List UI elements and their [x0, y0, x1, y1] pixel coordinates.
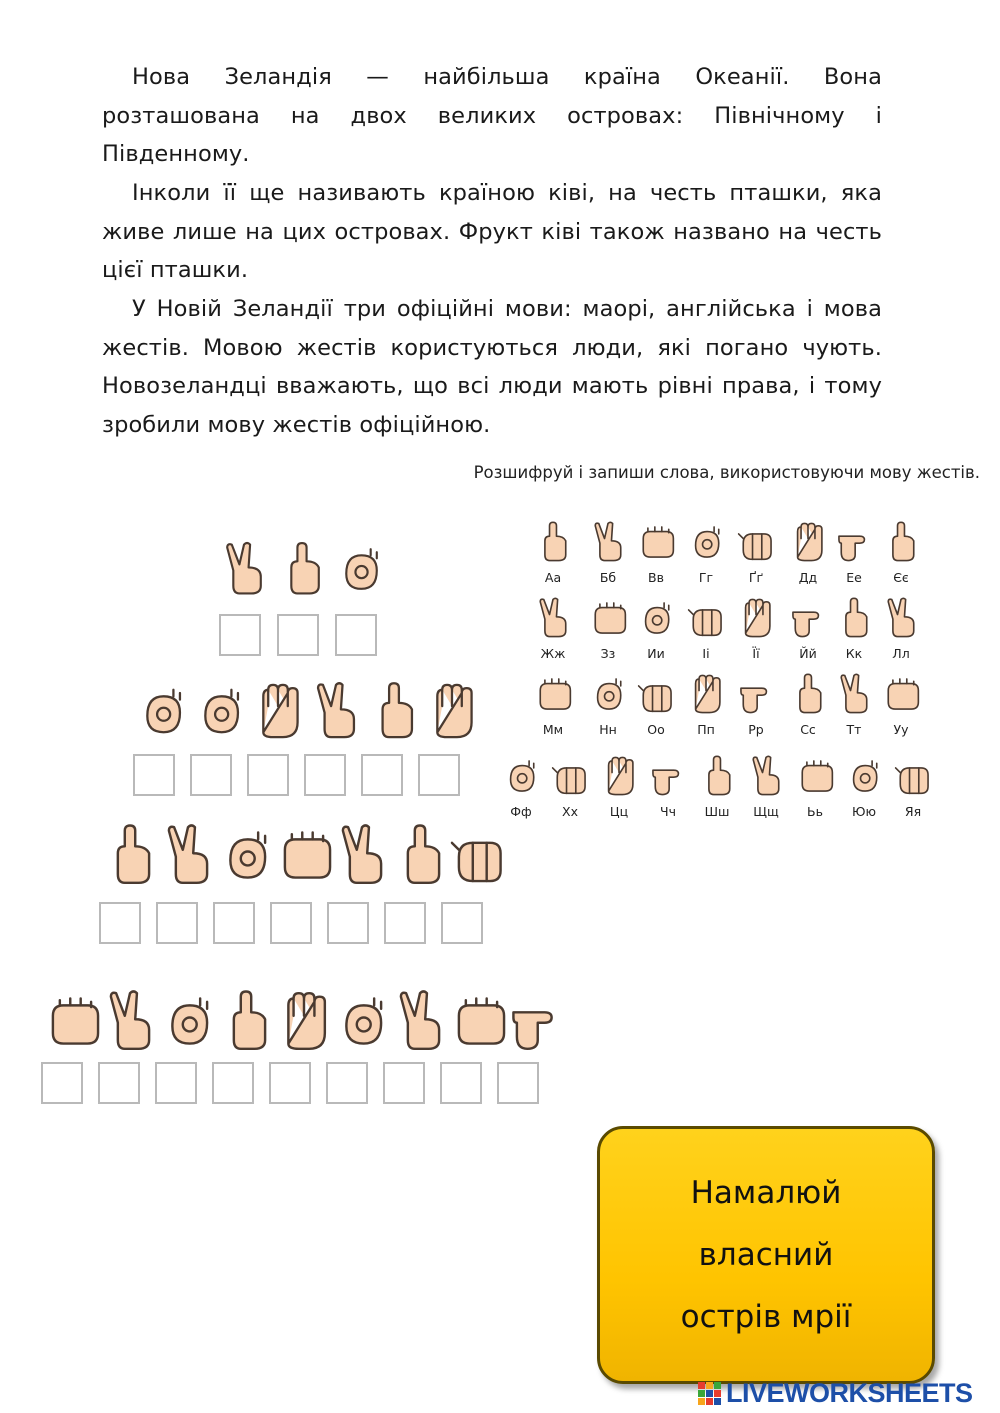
answer-box[interactable] — [156, 902, 198, 944]
alphabet-sign-6 — [782, 520, 834, 585]
alphabet-letter-label: Оо — [647, 722, 665, 737]
answer-box[interactable] — [383, 1062, 425, 1104]
answer-box[interactable] — [98, 1062, 140, 1104]
alphabet-letter-label: Ии — [647, 646, 665, 661]
alphabet-sign-11 — [630, 596, 682, 661]
answer-box[interactable] — [335, 614, 377, 656]
puzzle-hand-4-5 — [271, 988, 337, 1058]
puzzle-hand-1-2 — [273, 540, 331, 602]
instruction: Розшифруй і запиши слова, використовуючи мову жестів. — [473, 463, 980, 482]
alphabet-letter-label: Лл — [892, 646, 910, 661]
alphabet-sign-1 — [527, 520, 579, 585]
alphabet-letter-label: Пп — [697, 722, 715, 737]
alphabet-letter-label: Мм — [542, 722, 564, 737]
answer-box[interactable] — [304, 754, 346, 796]
brand-name: LIVEWORKSHEETS — [726, 1378, 973, 1408]
answer-box[interactable] — [418, 754, 460, 796]
paragraph-1: Нова Зеландія — найбільша країна Океанії. Вона розташована на двох великих островах: Північному і Південному. — [102, 64, 882, 167]
alphabet-letter-label: Її — [752, 646, 760, 661]
draw-task-card — [597, 1126, 935, 1384]
answer-box[interactable] — [270, 902, 312, 944]
puzzle-hand-1-3 — [331, 540, 389, 602]
alphabet-letter-label: Ьь — [807, 804, 823, 819]
alphabet-sign-27 — [593, 754, 645, 819]
alphabet-letter-label: Бб — [599, 570, 617, 585]
liveworksheets-icon — [698, 1382, 722, 1406]
puzzle-hand-3-7 — [445, 822, 511, 892]
alphabet-sign-20 — [680, 672, 732, 737]
alphabet-letter-label: Ґґ — [748, 570, 764, 585]
alphabet-sign-8 — [875, 520, 927, 585]
alphabet-letter-label: Шш — [704, 804, 730, 819]
puzzle-hand-4-8 — [445, 988, 511, 1058]
alphabet-sign-16 — [875, 596, 927, 661]
puzzle-hand-4-6 — [329, 988, 395, 1058]
alphabet-letter-label: Сс — [800, 722, 816, 737]
alphabet-sign-10 — [582, 596, 634, 661]
alphabet-letter-label: Дд — [798, 570, 818, 585]
alphabet-sign-33 — [887, 754, 939, 819]
answer-box[interactable] — [190, 754, 232, 796]
alphabet-letter-label: Вв — [648, 570, 664, 585]
answer-box[interactable] — [99, 902, 141, 944]
alphabet-letter-label: Щщ — [753, 804, 779, 819]
answer-box[interactable] — [133, 754, 175, 796]
alphabet-letter-label: Юю — [851, 804, 877, 819]
puzzle-hand-2-3 — [247, 680, 309, 746]
answer-box[interactable] — [212, 1062, 254, 1104]
alphabet-sign-32 — [838, 754, 890, 819]
puzzle-hand-3-5 — [329, 822, 395, 892]
alphabet-sign-25 — [495, 754, 547, 819]
puzzle-hand-2-1 — [131, 680, 193, 746]
alphabet-letter-label: Жж — [540, 646, 566, 661]
alphabet-sign-31 — [789, 754, 841, 819]
draw-task-line-2: власний — [698, 1237, 834, 1273]
answer-box[interactable] — [327, 902, 369, 944]
answer-box[interactable] — [155, 1062, 197, 1104]
alphabet-sign-5 — [730, 520, 782, 585]
alphabet-letter-label: Тт — [846, 722, 862, 737]
answer-box[interactable] — [219, 614, 261, 656]
puzzle-hand-2-6 — [421, 680, 483, 746]
puzzle-hand-4-2 — [97, 988, 163, 1058]
answer-box[interactable] — [440, 1062, 482, 1104]
answer-row-3 — [99, 902, 498, 944]
puzzle-hand-4-1 — [39, 988, 105, 1058]
answer-box[interactable] — [213, 902, 255, 944]
alphabet-sign-3 — [630, 520, 682, 585]
answer-box[interactable] — [497, 1062, 539, 1104]
answer-box[interactable] — [441, 902, 483, 944]
alphabet-letter-label: Хх — [562, 804, 578, 819]
answer-row-4 — [41, 1062, 554, 1104]
alphabet-letter-label: Кк — [845, 646, 863, 661]
paragraph-3: У Новій Зеландії три офіційні мови: маорі, англійська і мова жестів. Мовою жестів користуються люди, які погано чують. Новозеландці вважають, що всі люди мають рівні права, і тому зробили мову жестів офіційною. — [102, 296, 882, 438]
alphabet-sign-24 — [875, 672, 927, 737]
alphabet-sign-12 — [680, 596, 732, 661]
alphabet-sign-21 — [730, 672, 782, 737]
alphabet-sign-7 — [828, 520, 880, 585]
puzzle-hand-2-4 — [305, 680, 367, 746]
puzzle-hand-3-3 — [213, 822, 279, 892]
puzzle-hand-4-3 — [155, 988, 221, 1058]
alphabet-sign-17 — [527, 672, 579, 737]
alphabet-letter-label: Рр — [748, 722, 764, 737]
puzzle-hand-3-6 — [387, 822, 453, 892]
alphabet-sign-23 — [828, 672, 880, 737]
alphabet-letter-label: Нн — [599, 722, 617, 737]
answer-box[interactable] — [247, 754, 289, 796]
answer-row-2 — [133, 754, 475, 796]
alphabet-letter-label: Уу — [893, 722, 909, 737]
puzzle-hand-2-2 — [189, 680, 251, 746]
alphabet-sign-29 — [691, 754, 743, 819]
puzzle-hand-1-1 — [215, 540, 273, 602]
alphabet-sign-18 — [582, 672, 634, 737]
answer-row-1 — [219, 614, 393, 656]
answer-box[interactable] — [326, 1062, 368, 1104]
alphabet-letter-label: Гг — [698, 570, 714, 585]
alphabet-letter-label: Фф — [510, 804, 532, 819]
liveworksheets-logo — [698, 1378, 973, 1409]
puzzle-hand-3-2 — [155, 822, 221, 892]
draw-task-line-1: Намалюй — [690, 1175, 842, 1211]
puzzle-hand-4-7 — [387, 988, 453, 1058]
draw-task-line-3: острів мрії — [680, 1299, 852, 1335]
alphabet-letter-label: Цц — [609, 804, 629, 819]
puzzle-hand-4-4 — [213, 988, 279, 1058]
alphabet-sign-15 — [828, 596, 880, 661]
puzzle-hand-3-4 — [271, 822, 337, 892]
answer-box[interactable] — [41, 1062, 83, 1104]
alphabet-letter-label: Яя — [904, 804, 922, 819]
alphabet-sign-30 — [740, 754, 792, 819]
alphabet-sign-28 — [642, 754, 694, 819]
alphabet-sign-13 — [730, 596, 782, 661]
puzzle-hand-3-1 — [97, 822, 163, 892]
alphabet-sign-22 — [782, 672, 834, 737]
alphabet-sign-19 — [630, 672, 682, 737]
answer-box[interactable] — [269, 1062, 311, 1104]
paragraph-2: Інколи її ще називають країною ківі, на честь пташки, яка живе лише на цих островах. Фрукт ківі також названо на честь цієї пташки. — [102, 180, 882, 283]
alphabet-sign-14 — [782, 596, 834, 661]
alphabet-sign-26 — [544, 754, 596, 819]
alphabet-sign-4 — [680, 520, 732, 585]
alphabet-letter-label: Аа — [544, 570, 562, 585]
answer-box[interactable] — [384, 902, 426, 944]
alphabet-letter-label: Чч — [660, 804, 676, 819]
answer-box[interactable] — [277, 614, 319, 656]
alphabet-letter-label: Йй — [799, 646, 817, 661]
alphabet-letter-label: Ее — [846, 570, 862, 585]
alphabet-letter-label: Зз — [600, 646, 616, 661]
puzzle-hand-2-5 — [363, 680, 425, 746]
answer-box[interactable] — [361, 754, 403, 796]
puzzle-hand-4-9 — [503, 988, 569, 1058]
alphabet-letter-label: Іі — [702, 646, 710, 661]
alphabet-sign-9 — [527, 596, 579, 661]
alphabet-letter-label: Єє — [893, 570, 909, 585]
alphabet-sign-2 — [582, 520, 634, 585]
